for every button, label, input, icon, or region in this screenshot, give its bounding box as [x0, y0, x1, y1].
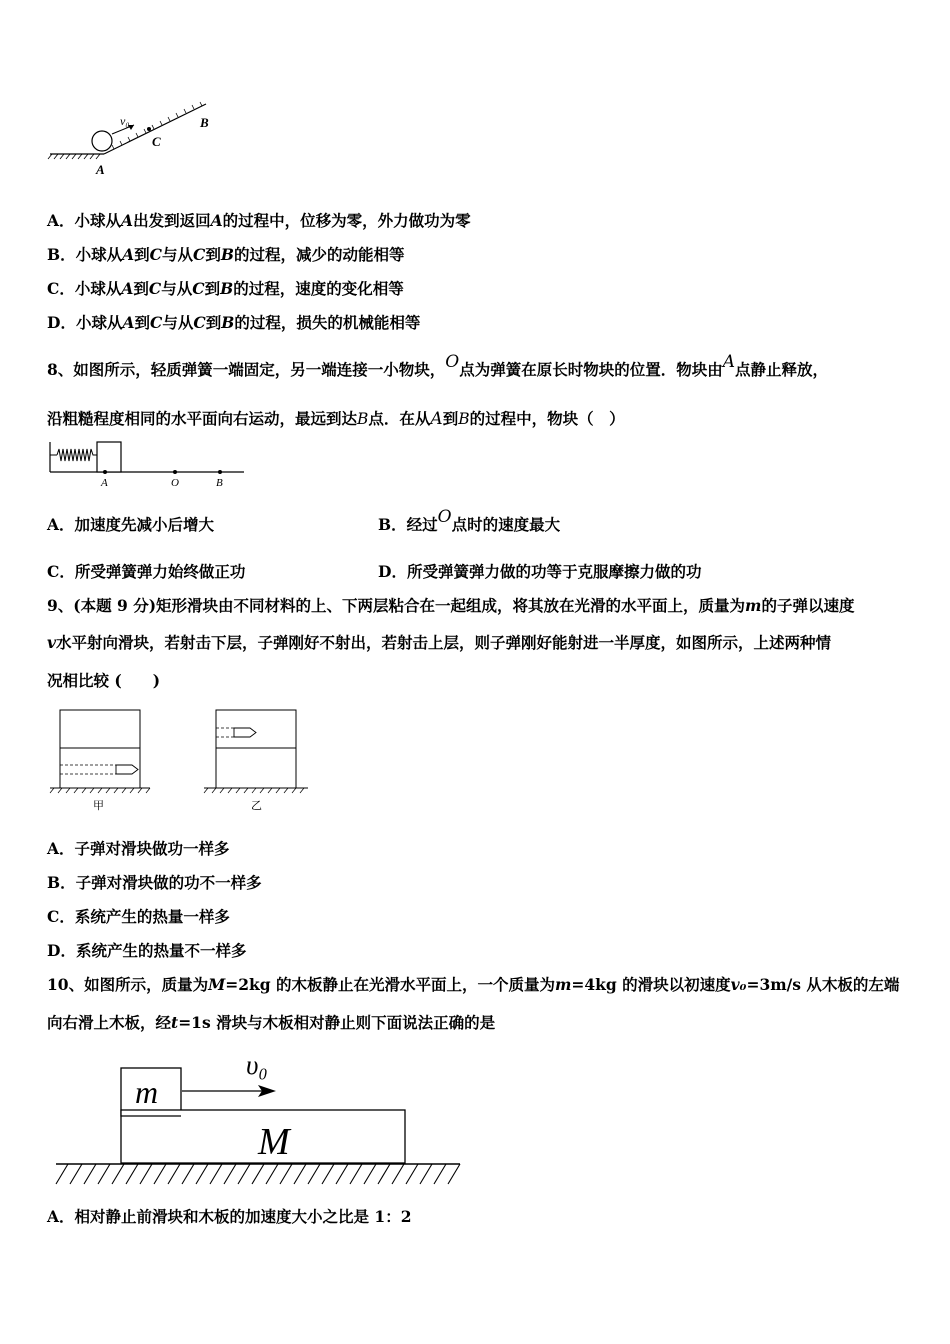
label-m: m — [135, 1074, 159, 1110]
block — [97, 442, 121, 472]
q10-stem-line1: 10、如图所示，质量为M=2kg 的木板静止在光滑水平面上，一个质量为m=4kg 的滑块以初速度v₀=3m/s 从木板的左端 — [47, 975, 900, 994]
q9-option-c[interactable]: C．系统产生的热量一样多 — [47, 907, 230, 926]
q8-option-b[interactable]: B．经过O点时的速度最大 — [378, 507, 561, 534]
label-b: B — [200, 115, 209, 130]
q7-option-a[interactable]: A．小球从A出发到返回A的过程中，位移为零，外力做功为零 — [47, 211, 471, 230]
block-board-figure — [48, 1044, 466, 1194]
q9-stem-line1: 9、(本题 9 分)矩形滑块由不同材料的上、下两层粘合在一起组成，将其放在光滑的水平面上，质量为m的子弹以速度 — [47, 596, 855, 615]
q10-stem-line2: 向右滑上木板，经t=1s 滑块与木板相对静止则下面说法正确的是 — [47, 1013, 496, 1032]
v0-label: v₀ — [120, 114, 130, 128]
label-a: A — [96, 162, 105, 177]
bullet-blocks-figure — [44, 700, 314, 814]
q9-option-d[interactable]: D．系统产生的热量不一样多 — [47, 941, 247, 960]
q9-stem-line2: v水平射向滑块，若射击下层，子弹刚好不射出，若射击上层，则子弹刚好能射进一半厚度，如图所示，上述两种情 — [47, 633, 832, 652]
q7-option-d[interactable]: D．小球从A到C与从C到B的过程，损失的机械能相等 — [47, 313, 421, 332]
label-c: C — [152, 134, 161, 149]
q9-stem-line3: 况相比较 ( ) — [47, 671, 161, 690]
q8-stem-line2: 沿粗糙程度相同的水平面向右运动，最远到达B点．在从A到B的过程中，物块（ ） — [47, 409, 625, 429]
q9-option-a[interactable]: A．子弹对滑块做功一样多 — [47, 839, 230, 858]
ball — [92, 131, 112, 151]
label-a: A — [101, 477, 108, 489]
q7-option-b[interactable]: B．小球从A到C与从C到B的过程，减少的动能相等 — [47, 245, 405, 264]
label-v0: υ₀ — [246, 1050, 268, 1080]
label-M: M — [258, 1121, 290, 1163]
q8-stem-line1: 8、如图所示，轻质弹簧一端固定，另一端连接一小物块，O点为弹簧在原长时物块的位置．物块由A点静止释放， — [47, 352, 829, 379]
q8-option-c[interactable]: C．所受弹簧弹力始终做正功 — [47, 562, 246, 581]
q7-option-c[interactable]: C．小球从A到C与从C到B的过程，速度的变化相等 — [47, 279, 404, 298]
q8-option-a[interactable]: A．加速度先减小后增大 — [47, 515, 215, 534]
label-b: B — [216, 477, 223, 489]
label-yi: 乙 — [251, 800, 262, 812]
q10-option-a[interactable]: A．相对静止前滑块和木板的加速度大小之比是 1：2 — [47, 1207, 412, 1226]
incline-figure — [44, 98, 224, 180]
label-o: O — [171, 477, 179, 489]
spring-figure — [44, 438, 249, 490]
label-jia: 甲 — [93, 800, 104, 812]
q8-option-d[interactable]: D．所受弹簧弹力做的功等于克服摩擦力做的功 — [378, 562, 702, 581]
q9-option-b[interactable]: B．子弹对滑块做的功不一样多 — [47, 873, 262, 892]
